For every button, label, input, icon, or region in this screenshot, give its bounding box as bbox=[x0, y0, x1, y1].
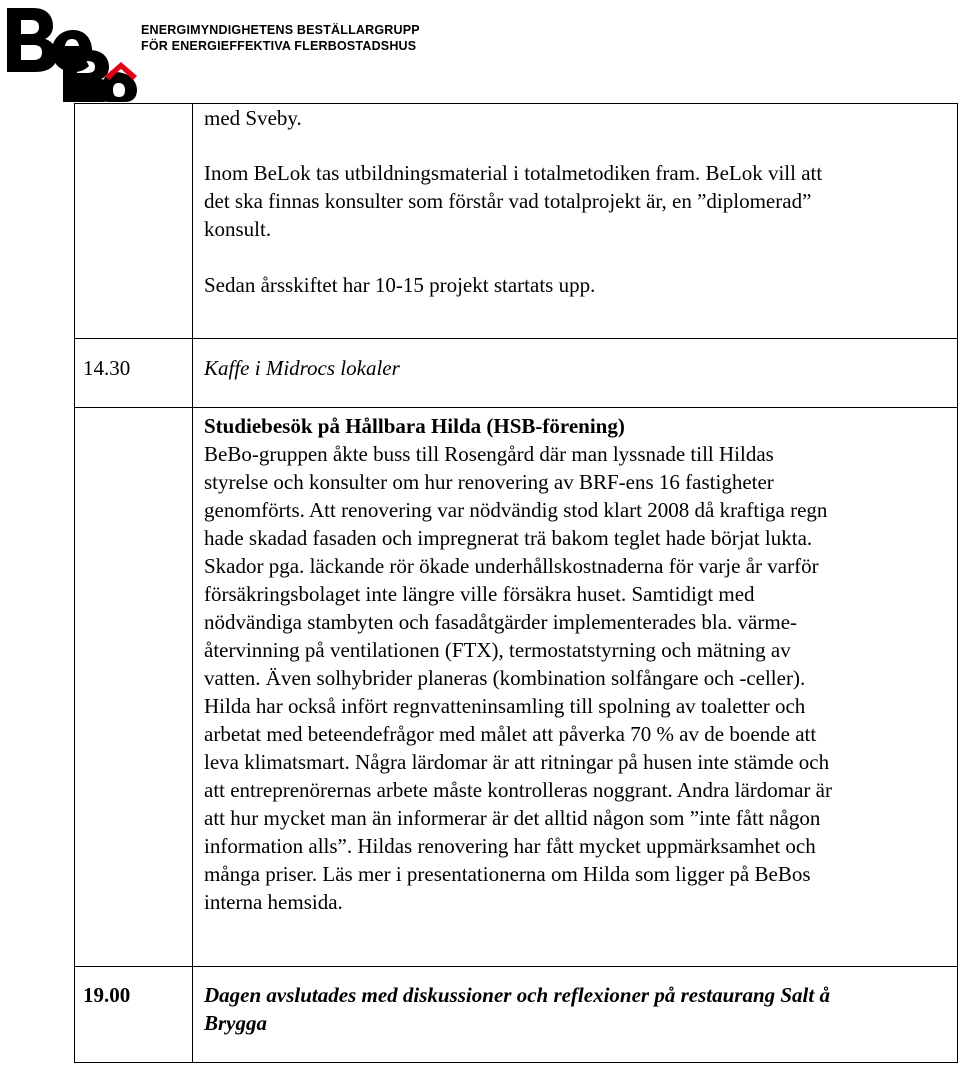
org-line-2: FÖR ENERGIEFFEKTIVA FLERBOSTADSHUS bbox=[141, 39, 417, 53]
row3-line: Hilda har också infört regnvatteninsamling till spolning av toaletter och bbox=[204, 694, 806, 718]
table-column-divider bbox=[192, 103, 193, 1063]
row3-heading: Studiebesök på Hållbara Hilda (HSB-förening) bbox=[204, 414, 625, 438]
row-divider-1 bbox=[74, 338, 958, 339]
page-header bbox=[0, 0, 960, 105]
row3-line: nödvändiga stambyten och fasadåtgärder implementerades bla. värme- bbox=[204, 610, 798, 634]
row3-content bbox=[204, 412, 832, 916]
row2-title: Kaffe i Midrocs lokaler bbox=[204, 356, 400, 380]
row1-line-2: Inom BeLok tas utbildningsmaterial i totalmetodiken fram. BeLok vill att bbox=[204, 161, 823, 185]
row3-line: att hur mycket man än informerar är det alltid någon som ”inte fått någon bbox=[204, 806, 821, 830]
org-line-1: ENERGIMYNDIGHETENS BESTÄLLARGRUPP bbox=[141, 23, 420, 37]
row3-line: genomförts. Att renovering var nödvändig stod klart 2008 då kraftiga regn bbox=[204, 498, 828, 522]
row3-line: återvinning på ventilationen (FTX), termostatstyrning och mätning av bbox=[204, 638, 791, 662]
row3-line: information alls”. Hildas renovering har fått mycket uppmärksamhet och bbox=[204, 834, 816, 858]
row4-time: 19.00 bbox=[83, 983, 131, 1007]
row3-line: Skador pga. läckande rör ökade underhållskostnaderna för varje år varför bbox=[204, 554, 819, 578]
table-border-bottom bbox=[74, 1062, 958, 1063]
row2-time: 14.30 bbox=[83, 356, 131, 380]
bebo-logo bbox=[3, 2, 141, 102]
row3-line: styrelse och konsulter om hur renovering av BRF-ens 16 fastigheter bbox=[204, 470, 774, 494]
table-border-left bbox=[74, 103, 75, 1063]
row1-line-3: det ska finnas konsulter som förstår vad totalprojekt är, en ”diplomerad” bbox=[204, 189, 812, 213]
row3-line: försäkringsbolaget inte längre ville försäkra huset. Samtidigt med bbox=[204, 582, 755, 606]
row3-line: BeBo-gruppen åkte buss till Rosengård där man lyssnade till Hildas bbox=[204, 442, 774, 466]
table-border-right bbox=[957, 103, 958, 1063]
row3-line: vatten. Även solhybrider planeras (kombination solfångare och -celler). bbox=[204, 666, 806, 690]
row3-line: arbetat med beteendefrågor med målet att påverka 70 % av de boende att bbox=[204, 722, 817, 746]
organization-name bbox=[141, 22, 420, 54]
row1-line-5: Sedan årsskiftet har 10-15 projekt startats upp. bbox=[204, 273, 596, 297]
row4-title-line-1: Dagen avslutades med diskussioner och reflexioner på restaurang Salt å bbox=[204, 983, 830, 1007]
row3-line: att entreprenörernas arbete måste kontrolleras noggrant. Andra lärdomar är bbox=[204, 778, 832, 802]
row1-line-1: med Sveby. bbox=[204, 106, 302, 130]
row1-line-4: konsult. bbox=[204, 217, 272, 241]
row3-line: interna hemsida. bbox=[204, 890, 343, 914]
row3-line: hade skadad fasaden och impregnerat trä bakom teglet hade börjat lukta. bbox=[204, 526, 813, 550]
row-divider-3 bbox=[74, 966, 958, 967]
row4-title-line-2: Brygga bbox=[204, 1011, 267, 1035]
row3-line: leva klimatsmart. Några lärdomar är att ritningar på husen inte stämde och bbox=[204, 750, 830, 774]
row3-line: många priser. Läs mer i presentationerna om Hilda som ligger på BeBos bbox=[204, 862, 811, 886]
row-divider-2 bbox=[74, 407, 958, 408]
